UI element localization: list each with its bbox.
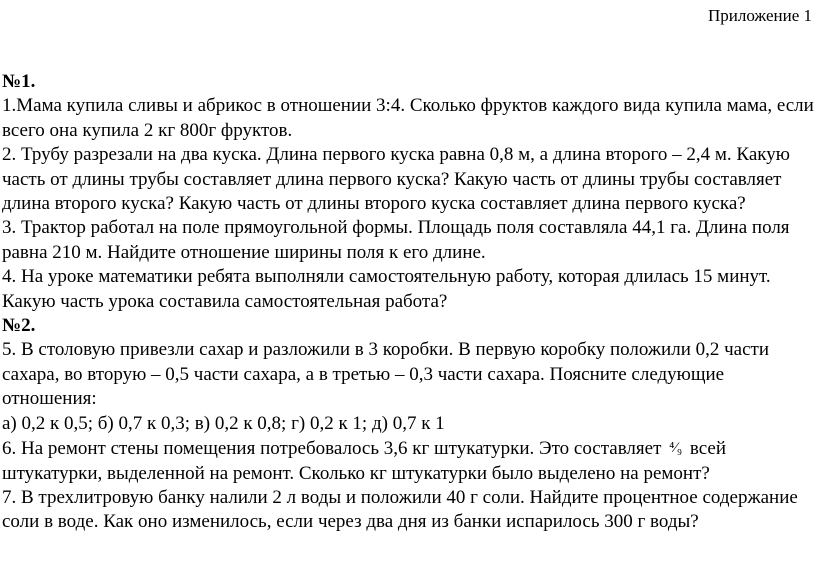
- task-3: 3. Трактор работал на поле прямоугольной формы. Площадь поля составляла 44,1 га. Длина поля равна 210 м. Найдите отношение ширины поля к его длине.: [2, 217, 790, 263]
- task-6-text-after: всей штукатурки, выделенной на ремонт. Сколько кг штукатурки было выделено на ремонт?: [2, 438, 726, 484]
- section-2-title: №2.: [2, 315, 36, 337]
- task-4: 4. На уроке математики ребята выполняли самостоятельную работу, которая длилась 15 минут. Какую часть урока составила самостоятельная работа?: [2, 266, 771, 312]
- section-1-title: №1.: [2, 71, 36, 92]
- task-6-fraction: ⁴⁄₉: [669, 440, 683, 457]
- appendix-label: Приложение 1: [708, 6, 812, 25]
- task-2: 2. Трубу разрезали на два куска. Длина первого куска равна 0,8 м, а длина второго – 2,4 м. Какую часть от длины трубы составляет длина первого куска? Какую часть от длины трубы составляет длина второго куска? Какую часть от длины второго куска составляет длина первого куска?: [2, 144, 790, 215]
- task-6: [2, 436, 814, 486]
- task-1: 1.Мама купила сливы и абрикос в отношении 3:4. Сколько фруктов каждого вида купила мама, если всего она купила 2 кг 800г фруктов.: [2, 95, 814, 141]
- task-5: 5. В столовую привезли сахар и разложили в 3 коробки. В первую коробку положили 0,2 части сахара, во вторую – 0,5 части сахара, а в третью – 0,3 части сахара. Поясните следующие отношения:: [2, 339, 770, 410]
- task-6-text-before: 6. На ремонт стены помещения потребовалось 3,6 кг штукатурки. Это составляет: [2, 438, 662, 460]
- task-7: 7. В трехлитровую банку налили 2 л воды и положили 40 г соли. Найдите процентное содержание соли в воде. Как оно изменилось, если через два дня из банки испарилось 300 г воды?: [2, 486, 798, 533]
- document-body: [2, 70, 814, 535]
- task-5-options: а) 0,2 к 0,5; б) 0,7 к 0,3; в) 0,2 к 0,8; г) 0,2 к 1; д) 0,7 к 1: [2, 412, 445, 434]
